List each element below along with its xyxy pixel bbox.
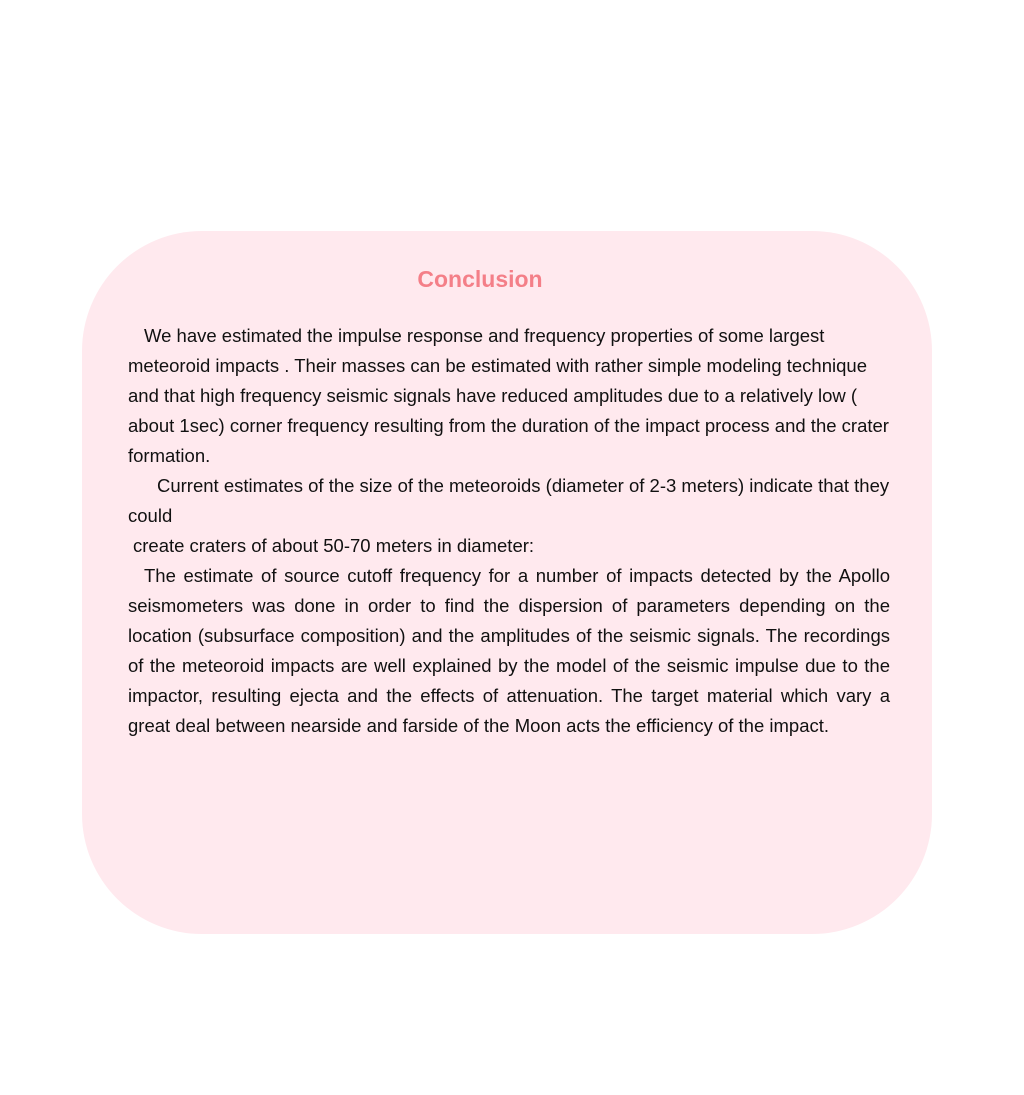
paragraph-cutoff-frequency: The estimate of source cutoff frequency for a number of impacts detected by the Apollo seismometers was done in order to find the dispersion of parameters depending on the location (subsurface composition) and the amplitudes of the seismic signals. The recordings of the meteoroid impacts are well explained by the model of the seismic impulse due to the impactor, resulting ejecta and the effects of attenuation. The target material which vary a great deal between nearside and farside of the Moon acts the efficiency of the impact. [128, 565, 890, 736]
conclusion-title: Conclusion [417, 266, 543, 292]
conclusion-body [128, 321, 890, 741]
paragraph-meteoroid-size-line2: create craters of about 50-70 meters in diameter: [133, 535, 535, 556]
paragraph-meteoroid-size [128, 471, 890, 561]
paragraph-impulse-response: We have estimated the impulse response and frequency properties of some largest meteoroid impacts . Their masses can be estimated with rather simple modeling technique and that high frequency seismic signals have reduced amplitudes due to a relatively low ( about 1sec) corner frequency resulting from the duration of the impact process and the crater formation. [128, 325, 889, 466]
paragraph-meteoroid-size-line1: Current estimates of the size of the meteoroids (diameter of 2-3 meters) indicate that they could [128, 475, 890, 526]
